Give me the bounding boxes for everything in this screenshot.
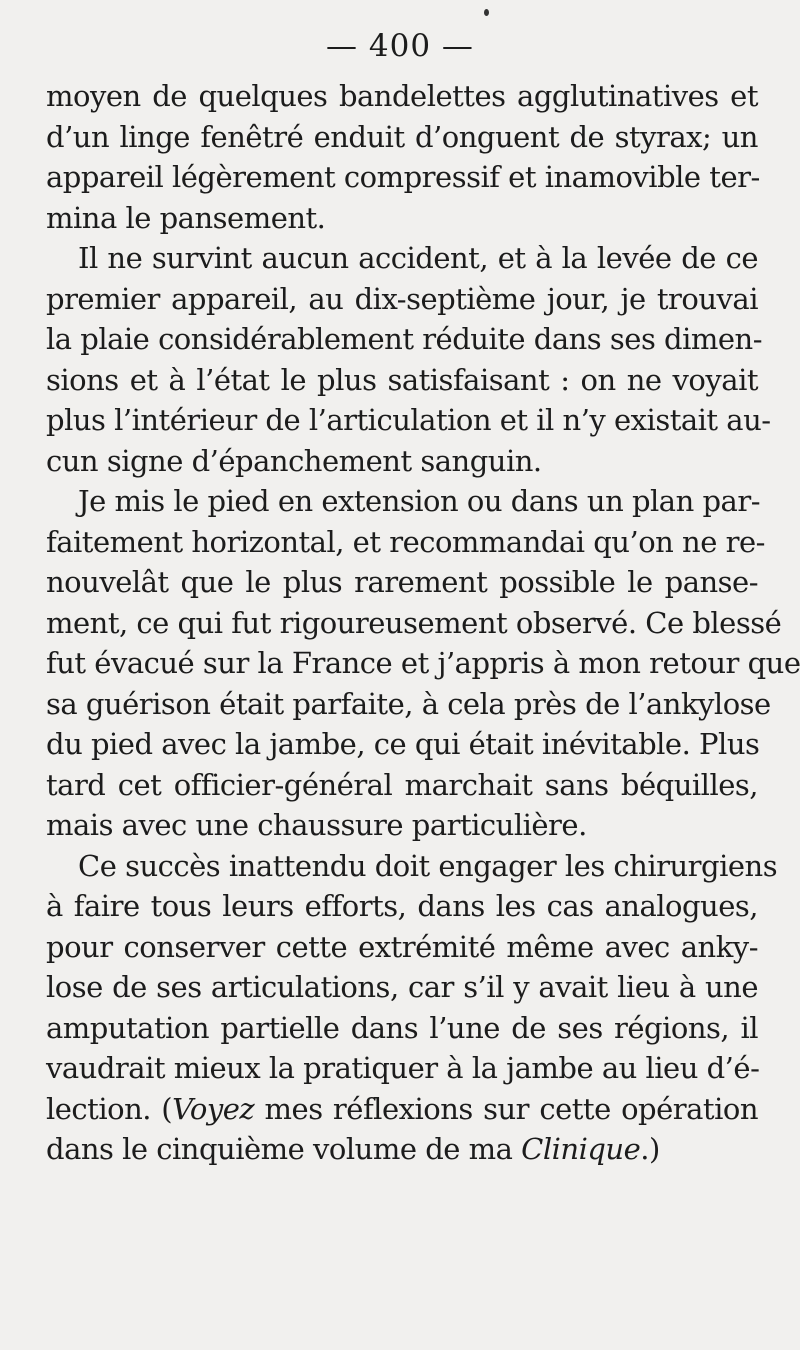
text-fragment: .) bbox=[640, 1132, 660, 1166]
text-line: tard cet officier-général marchait sans béquilles, bbox=[46, 767, 758, 802]
text-line bbox=[46, 1089, 758, 1130]
text-line: vaudrait mieux la pratiquer à la jambe au lieu d’é- bbox=[46, 1051, 760, 1085]
text-line: appareil légèrement compressif et inamovible ter- bbox=[46, 160, 760, 194]
text-line bbox=[46, 1129, 758, 1170]
text-line: mais avec une chaussure particulière. bbox=[46, 808, 587, 842]
text-line: lose de ses articulations, car s’il y avait lieu à une bbox=[46, 970, 758, 1004]
ink-speck bbox=[484, 9, 489, 16]
text-line: ment, ce qui fut rigoureusement observé. Ce blessé bbox=[46, 605, 782, 640]
paragraph bbox=[46, 238, 771, 481]
paragraph bbox=[46, 481, 800, 846]
text-line: faitement horizontal, et recommandai qu’on ne re- bbox=[46, 524, 765, 559]
text-fragment: mes réflexions sur cette opération bbox=[254, 1091, 758, 1126]
text-line: d’un linge fenêtré enduit d’onguent de styrax; un bbox=[46, 119, 758, 154]
text-line: pour conserver cette extrémité même avec anky- bbox=[46, 929, 758, 964]
text-fragment: dans le cinquième volume de ma bbox=[46, 1132, 522, 1166]
text-line: amputation partielle dans l’une de ses régions, il bbox=[46, 1010, 758, 1045]
text-line: du pied avec la jambe, ce qui était inévitable. Plus bbox=[46, 727, 760, 761]
text-line: à faire tous leurs efforts, dans les cas analogues, bbox=[46, 889, 758, 923]
text-line: nouvelât que le plus rarement possible le panse- bbox=[46, 565, 758, 599]
text-line: mina le pansement. bbox=[46, 200, 326, 235]
text-line: sions et à l’état le plus satisfaisant : on ne voyait bbox=[46, 362, 758, 397]
body-text bbox=[46, 76, 800, 1170]
text-line: moyen de quelques bandelettes agglutinatives et bbox=[46, 79, 758, 113]
text-line: la plaie considérablement réduite dans ses dimen- bbox=[46, 322, 763, 356]
text-line: premier appareil, au dix-septième jour, je trouvai bbox=[46, 281, 758, 316]
page-number: — 400 — bbox=[326, 28, 474, 64]
text-line: cun signe d’épanchement sanguin. bbox=[46, 443, 542, 478]
text-line: Je mis le pied en extension ou dans un plan par- bbox=[78, 484, 760, 518]
paragraph bbox=[46, 846, 778, 1089]
text-line: sa guérison était parfaite, à cela près de l’ankylose bbox=[46, 686, 771, 721]
text-line: fut évacué sur la France et j’appris à mon retour que bbox=[46, 646, 800, 680]
italic-voyez: Voyez bbox=[172, 1091, 255, 1126]
italic-clinique: Clinique bbox=[521, 1132, 641, 1166]
text-line: plus l’intérieur de l’articulation et il n’y existait au- bbox=[46, 403, 771, 437]
text-fragment: lection. ( bbox=[46, 1091, 173, 1126]
paragraph bbox=[46, 76, 758, 238]
text-line: Il ne survint aucun accident, et à la levée de ce bbox=[78, 241, 758, 275]
text-line: Ce succès inattendu doit engager les chirurgiens bbox=[78, 848, 778, 883]
